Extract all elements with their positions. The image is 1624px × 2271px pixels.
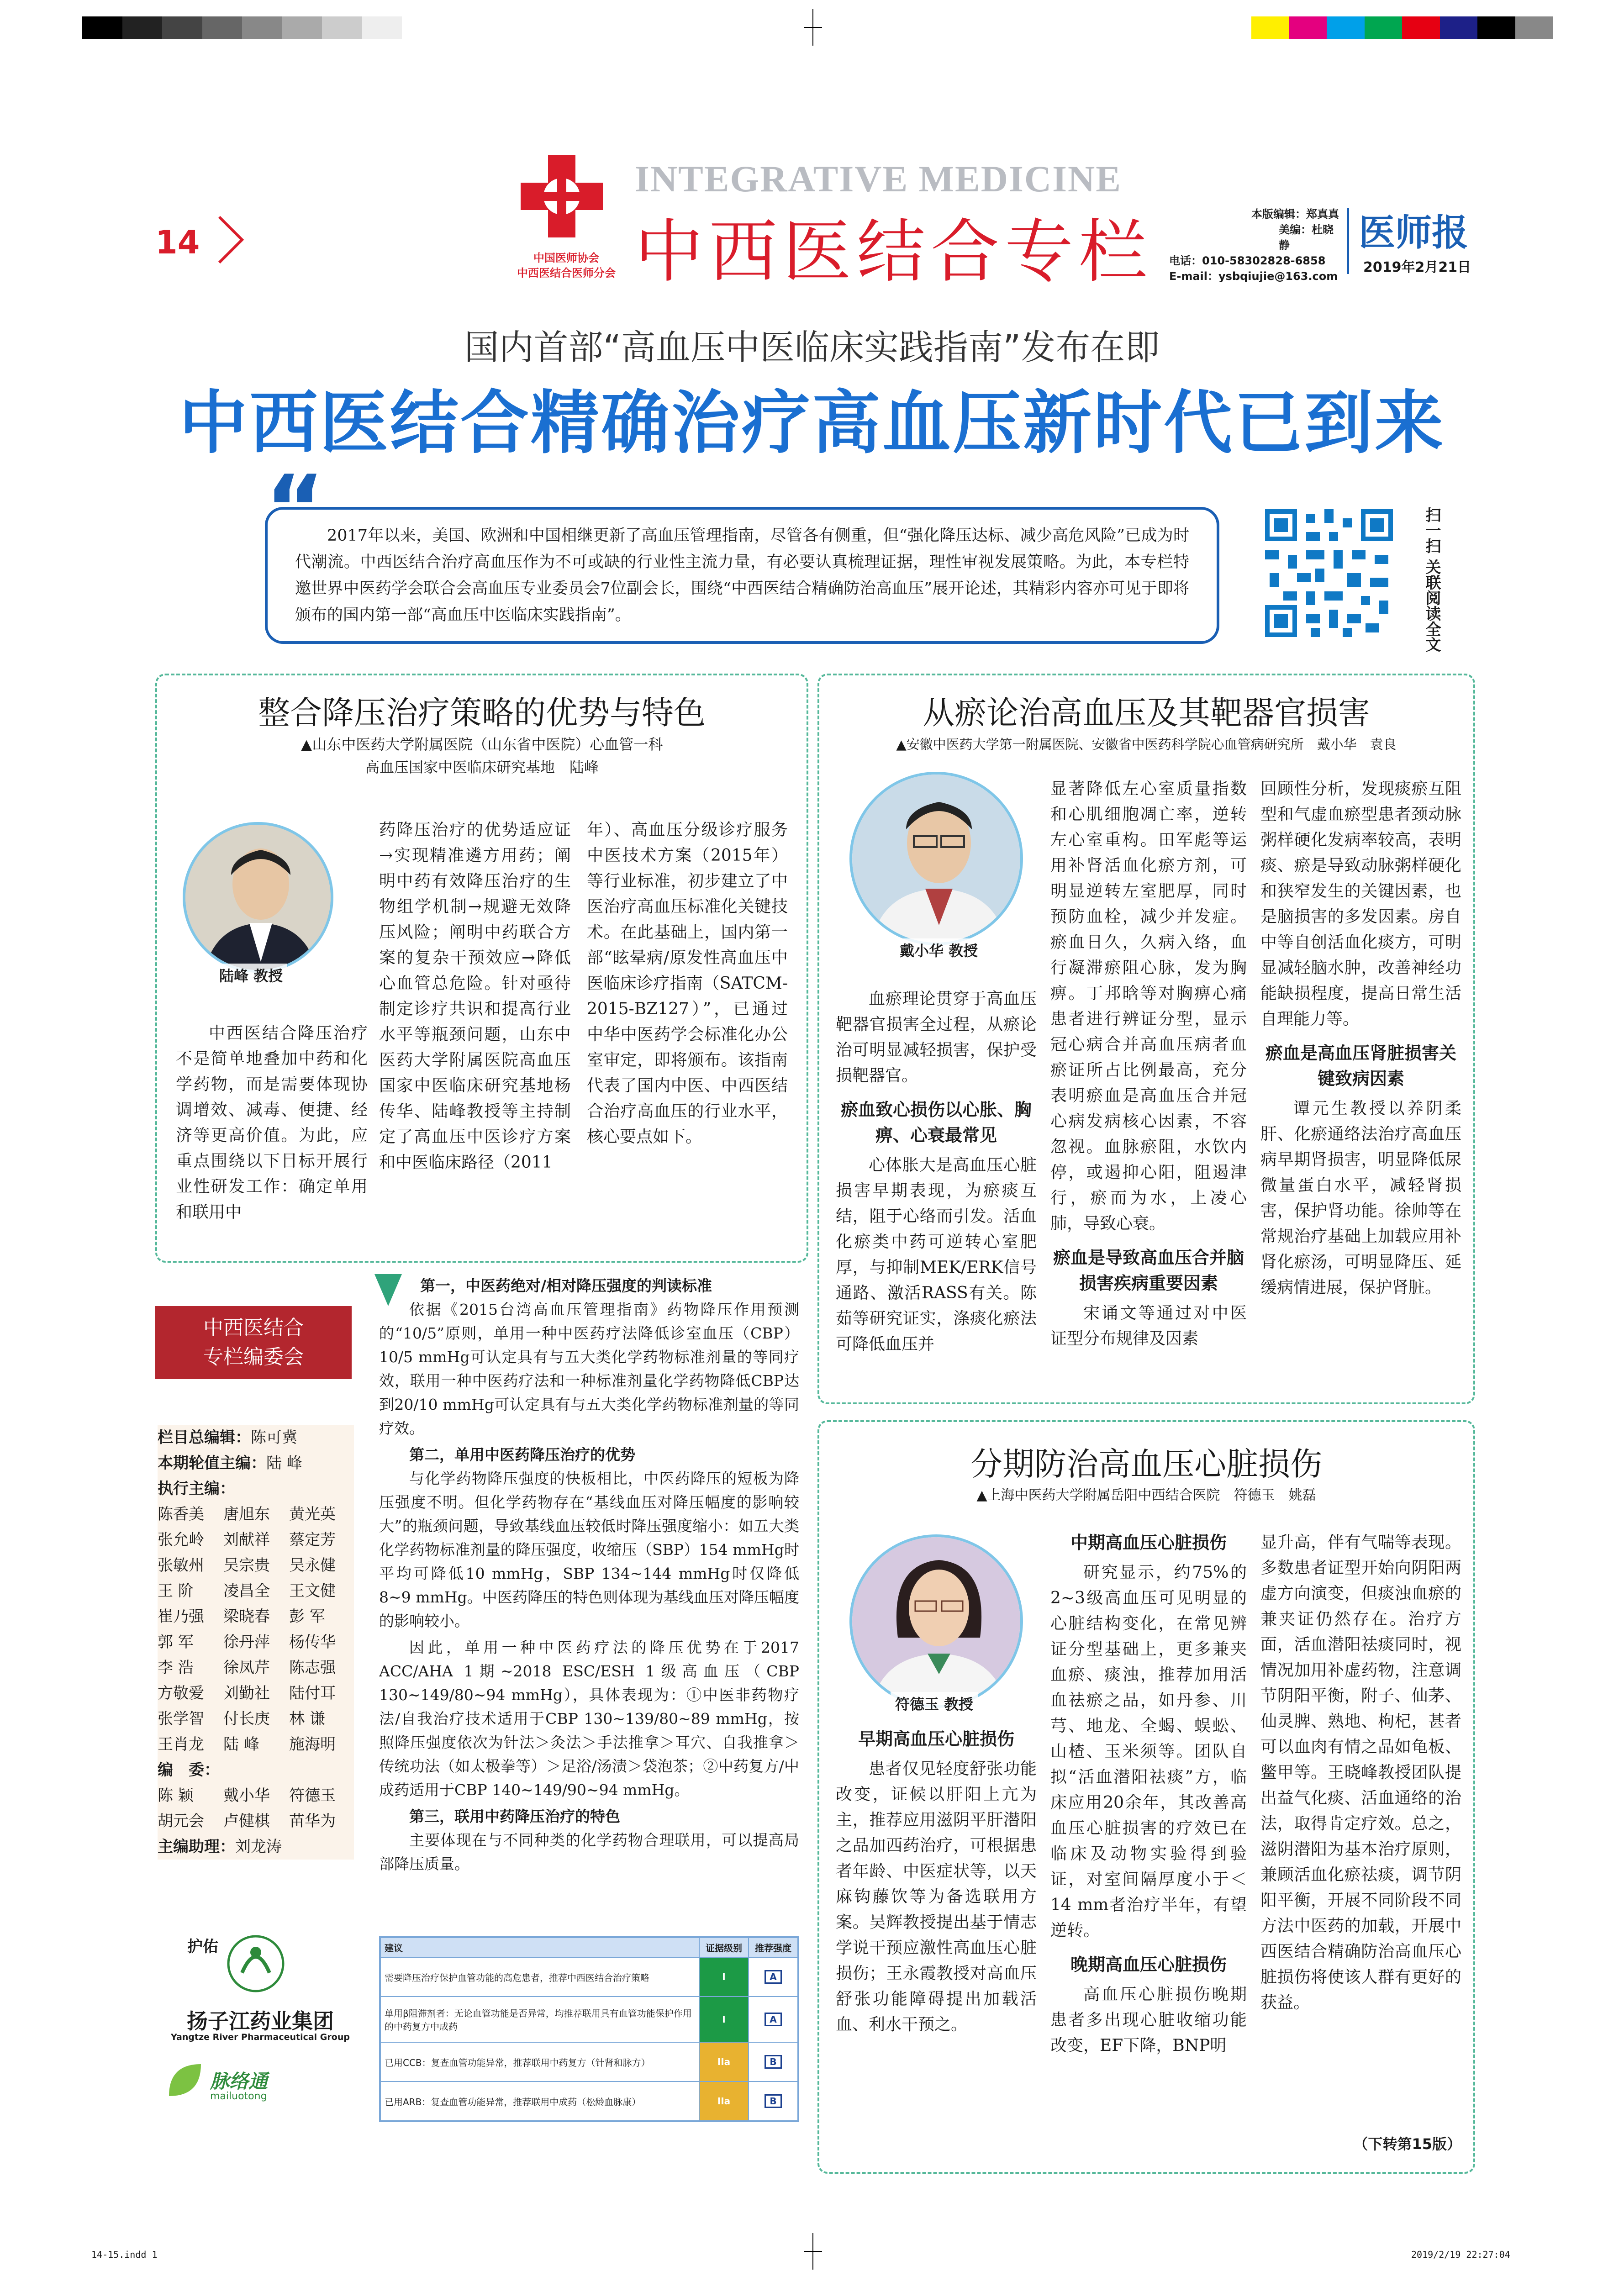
article3-col2-textb: 高血压心脏损伤晚期患者多出现心脏收缩功能改变，EF下降，BNP明	[1050, 1985, 1247, 2055]
table-cell-level: I	[699, 1957, 749, 1997]
board-member-name: 方敬爱	[158, 1684, 204, 1702]
article3-col2-text: 研究显示，约75%的2~3级高血压可见明显的心脏结构变化，在常见辨证分型基础上，更多兼夹血瘀、痰浊，推荐加用活血祛瘀之品，如丹参、川芎、地龙、全蝎、蜈蚣、山楂、玉米须等。团队自拟“活血潜阳祛痰”方，临床应用20余年，其改善高血压心脏损害的疗效已在临床及动物实验得到验证，对室间隔厚度小于＜14 mm者治疗半年，有望逆转。	[1050, 1563, 1247, 1940]
board-member-name: 陈志强	[289, 1659, 336, 1677]
article1-affil2: 高血压国家中医临床研究基地 陆峰	[364, 759, 599, 776]
table-cell-level: IIa	[699, 2042, 749, 2081]
editor-name-row	[158, 1808, 354, 1834]
exec-name-row	[158, 1604, 354, 1629]
table-header-advice: 建议	[380, 1938, 699, 1957]
article2-title: 从瘀论治高血压及其靶器官损害	[923, 694, 1370, 732]
headline-main: 中西医结合精确治疗高血压新时代已到来	[179, 384, 1445, 463]
board-member-name: 符德玉	[289, 1786, 336, 1805]
article2-col1	[836, 986, 1037, 1397]
product-name-en: mailuotong	[210, 2091, 267, 2102]
article2-affil: ▲安徽中医药大学第一附属医院、安徽省中医药科学院心血管病研究所 戴小华 袁良	[896, 737, 1397, 752]
article3-col3-text: 显升高，伴有气喘等表现。多数患者证型开始向阴阳两虚方向演变，但痰浊血瘀的兼夹证仍然存在。治疗方面，活血潜阳祛痰同时，视情况加用补虚药物，注意调节阴阳平衡，附子、仙茅、仙灵脾、熟地、枸杞，甚者可以血肉有情之品如龟板、鳖甲等。王晓峰教授团队提出益气化痰、活血通络的治法，取得肯定疗效。总之，滋阴潜阳为基本治疗原则，兼顾活血化瘀祛痰，调节阴阳平衡，开展不同阶段不同方法中医药的加载，开展中西医结合精确防治高血压心脏损伤将使该人群有更好的获益。	[1260, 1533, 1461, 2012]
sponsor-brand-cn: 扬子江药业集团	[187, 2009, 334, 2034]
article2-col3-textb: 谭元生教授以养阴柔肝、化瘀通络法治疗高血压病早期肾损害，明显降低尿微量蛋白水平，减轻肾损害，保护肾功能。徐帅等在常规治疗基础上加载应用补肾化瘀汤，可明显降压、延缓病情进展，保护肾脏。	[1260, 1099, 1461, 1297]
article2-col1-textb: 心体胀大是高血压心脏损害早期表现，为瘀痰互结，阻于心络而引发。活血化瘀类中药可逆转心室肥厚，与抑制MEK/ERK信号通路、激活RASS有关。陈茹等研究证实，涤痰化瘀法可降低血压并	[836, 1156, 1037, 1354]
exec-name-row	[158, 1655, 354, 1681]
paper-name: 医师报	[1359, 211, 1468, 254]
table-cell-text: 单用β阻滞剂者：无论血管功能是否异常，均推荐联用具有血管功能保护作用的中药复方中成药	[380, 1997, 699, 2042]
recommendation-table	[379, 1936, 799, 2122]
email-line: E-mail：ysbqiujie@163.com	[1169, 270, 1338, 283]
board-member-name: 杨传华	[289, 1633, 336, 1651]
article1-col3	[587, 817, 788, 1256]
board-member-name: 陈香美	[158, 1505, 204, 1523]
article3-title: 分期防治高血压心脏损伤	[970, 1445, 1322, 1483]
table-header-grade: 推荐强度	[749, 1938, 798, 1957]
board-member-name: 吴宗贵	[223, 1556, 270, 1575]
board-member-name: 林 谦	[289, 1710, 325, 1728]
article1-col1-text: 中西医结合降压治疗不是简单地叠加中药和化学药物，而是需要体现协调增效、减毒、便捷、经济等更高价值。为此，应重点围绕以下目标开展行业性研发工作：确定单用和联用中	[176, 1024, 368, 1222]
table-row	[380, 2081, 798, 2121]
grade-badge: B	[765, 2055, 781, 2069]
table-cell-grade	[749, 1957, 798, 1997]
exec-name-row	[158, 1502, 354, 1527]
footer-timestamp: 2019/2/19 22:27:04	[1411, 2249, 1510, 2260]
crosshair-mark	[804, 9, 822, 46]
board-member-name: 徐丹萍	[223, 1633, 270, 1651]
assistant-name: 刘龙涛	[235, 1838, 282, 1856]
board-member-name: 郭 军	[158, 1633, 194, 1651]
table-row	[380, 1997, 798, 2042]
article3-col2	[1050, 1530, 1247, 2165]
board-member-name: 崔乃强	[158, 1607, 204, 1626]
designer-line: 美编：杜晓静	[1279, 223, 1334, 252]
table-cell-grade	[749, 2042, 798, 2081]
table-cell-text: 已用CCB：复查血管功能异常，推荐联用中药复方（针肾和脉方）	[380, 2042, 699, 2081]
bottom-crosshair-mark	[804, 2233, 822, 2270]
article2-col2-text: 显著降低左心室质量指数和心肌细胞凋亡率，逆转左心室重构。田军彪等运用补肾活血化瘀方剂，可明显逆转左室肥厚，同时预防血栓，减少并发症。瘀血日久，久病入络，血行凝滞瘀阻心脉，发为胸痹。丁邦晗等对胸痹心痛患者进行辨证分型，显示冠心病合并高血压病者血瘀证所占比例最高，充分表明瘀血是高血压合并冠心病发病核心因素，不容忽视。血脉瘀阻，水饮内停，或遏抑心阳，阻遏津行，瘀而为水，上凌心肺，导致心衰。	[1050, 780, 1247, 1233]
grade-badge: B	[765, 2094, 781, 2108]
chief-name: 陈可冀	[251, 1428, 297, 1447]
sponsor-logo	[215, 1927, 297, 1996]
article2-col2	[1050, 776, 1247, 1397]
caption-lu-feng: 陆峰 教授	[215, 964, 287, 986]
board-member-name: 陆 峰	[223, 1735, 259, 1754]
registration-bar-right	[1251, 16, 1553, 39]
s3-text: 主要体现在与不同种类的化学药物合理联用，可以提高局部降压质量。	[379, 1831, 799, 1873]
board-member-name: 陆付耳	[289, 1684, 336, 1702]
article2-col1-text: 血瘀理论贯穿于高血压靶器官损害全过程，从瘀论治可明显减轻损害，保护受损靶器官。	[836, 990, 1037, 1085]
board-member-name: 梁晓春	[223, 1607, 270, 1626]
author-photo-fu-deyu	[849, 1534, 1023, 1708]
article1-title: 整合降压治疗策略的优势与特色	[258, 694, 706, 732]
article1-sections	[379, 1274, 799, 1932]
caption-dai-xiaohua: 戴小华 教授	[895, 938, 982, 961]
article1-col2-text: 药降压治疗的优势适应证→实现精准遴方用药；阐明中药有效降压治疗的生物组学机制→规避无效降压风险；阐明中药联合方案的复杂干预效应→降低心血管总危险。针对亟待制定诊疗共识和提高行业水平等瓶颈问题，山东中医药大学附属医院高血压国家中医临床研究基地杨传华、陆峰教授等主持制定了高血压中医诊疗方案和中医临床路径（2011	[379, 821, 571, 1172]
issue-date: 2019年2月21日	[1363, 259, 1471, 275]
board-member-name: 王文健	[289, 1582, 336, 1600]
article3-col1-text: 患者仅见轻度舒张功能改变，证候以肝阳上亢为主，推荐应用滋阴平肝潜阳之品加西药治疗，可根据患者年龄、中医症状等，以天麻钩藤饮等为备选联用方案。吴辉教授提出基于情志学说干预应激性高血压心脏损伤；王永霞教授对高血压舒张功能障碍提出加载活血、利水干预之。	[836, 1760, 1037, 2034]
board-member-name: 陈 颖	[158, 1786, 194, 1805]
article3-affil: ▲上海中医药大学附属岳阳中西结合医院 符德玉 姚磊	[976, 1487, 1316, 1503]
assistant-label: 主编助理：	[158, 1838, 235, 1856]
exec-names	[158, 1502, 354, 1757]
board-member-name: 吴永健	[289, 1556, 336, 1575]
editor-name-row	[158, 1783, 354, 1808]
qr-code[interactable]	[1260, 505, 1397, 642]
exec-name-row	[158, 1553, 354, 1578]
header-divider	[1347, 208, 1349, 274]
board-member-name: 黄光英	[289, 1505, 336, 1523]
sponsor-brand-en: Yangtze River Pharmaceutical Group	[171, 2032, 350, 2042]
article3-col2-sub2: 晚期高血压心脏损伤	[1070, 1955, 1227, 1975]
chevron-right-icon	[215, 215, 247, 265]
continued-note: （下转第15版）	[1353, 2135, 1461, 2153]
product-leaf-icon	[164, 2060, 206, 2101]
exec-name-row	[158, 1527, 354, 1553]
board-title2: 专栏编委会	[203, 1345, 304, 1369]
caption-fu-deyu: 符德玉 教授	[891, 1692, 978, 1715]
grade-badge: A	[765, 1970, 781, 1984]
editors-line: 本版编辑：郑真真	[1251, 208, 1339, 221]
board-member-name: 彭 军	[289, 1607, 325, 1626]
board-member-name: 刘献祥	[223, 1531, 270, 1549]
exec-name-row	[158, 1629, 354, 1655]
headline-kicker: 国内首部“高血压中医临床实践指南”发布在即	[464, 327, 1160, 368]
board-member-name: 唐旭东	[223, 1505, 270, 1523]
article3-col1	[836, 1726, 1037, 2165]
editor-label: 编 委：	[158, 1761, 220, 1779]
rotating-label: 本期轮值主编：	[158, 1454, 266, 1472]
board-member-name: 徐凤芹	[223, 1659, 270, 1677]
s2-text2: 因此，单用一种中医药疗法的降压优势在于2017 ACC/AHA 1期~2018 ESC/ESH 1级高血压（CBP 130~149/80~94 mmHg），具体表现为：①中医非药物疗法/自我治疗技术适用于CBP 130~139/80~89 mmHg，按照降压强度依次为针法＞灸法＞手法推拿＞耳穴、自我推拿＞传统功法（如太极拳等）＞足浴/汤渍＞袋泡茶；②中药复方/中成药适用于CBP 140~149/90~94 mmHg。	[379, 1639, 799, 1799]
board-member-name: 李 浩	[158, 1659, 194, 1677]
board-member-name: 凌昌全	[223, 1582, 270, 1600]
exec-name-row	[158, 1732, 354, 1757]
table-row	[380, 2042, 798, 2081]
article2-col1-sub: 瘀血致心损伤以心胀、胸痹、心衰最常见	[840, 1100, 1032, 1145]
en-title: INTEGRATIVE MEDICINE	[635, 158, 1122, 200]
article2-col2-sub: 瘀血是导致高血压合并脑损害疾病重要因素	[1053, 1248, 1244, 1293]
table-header-row	[380, 1938, 798, 1957]
board-member-name: 戴小华	[223, 1786, 270, 1805]
chief-label: 栏目总编辑：	[158, 1428, 251, 1447]
board-member-name: 刘勤社	[223, 1684, 270, 1702]
grade-badge: A	[765, 2013, 781, 2026]
board-title1: 中西医结合	[203, 1316, 304, 1339]
board-member-name: 付长庚	[223, 1710, 270, 1728]
table-row	[380, 1957, 798, 1997]
footer-file: 14-15.indd 1	[91, 2249, 158, 2260]
article1-affil1: ▲山东中医药大学附属医院（山东省中医院）心血管一科	[301, 736, 663, 753]
registration-bar-left	[82, 16, 402, 39]
product-name-cn: 脉络通	[210, 2070, 268, 2092]
article2-col3	[1260, 776, 1461, 1397]
article1-col3-text: 年）、高血压分级诊疗服务中医技术方案（2015年）等行业标准，初步建立了中医治疗高血压标准化关键技术。在此基础上，国内第一部“眩晕病/原发性高血压中医临床诊疗指南（SATCM-2015-BZ127）”，已通过中华中医药学会标准化办公室审定，即将颁布。该指南代表了国内中医、中西医结合治疗高血压的行业水平，核心要点如下。	[587, 821, 788, 1146]
editor-names	[158, 1783, 354, 1834]
article2-col3-sub: 瘀血是高血压肾脏损害关键致病因素	[1265, 1043, 1456, 1089]
article1-col1	[176, 1021, 368, 1249]
s3-title: 第三，联用中药降压治疗的特色	[409, 1807, 620, 1825]
org-line2: 中西医结合医师分会	[517, 267, 616, 279]
s2-text: 与化学药物降压强度的快板相比，中医药降压的短板为降压强度不明。但化学药物存在“基线血压对降压幅度的影响较大”的瓶颈问题，导致基线血压较低时降压强度缩小：如五大类化学药物标准剂量的降压强度，收缩压（SBP）154 mmHg时平均可降低10 mmHg，SBP 134~144 mmHg时仅降低8~9 mmHg。中医药降压的特色则体现为基线血压对降压幅度的影响较小。	[379, 1470, 799, 1630]
article3-col3	[1260, 1530, 1461, 2137]
assistant-editor	[158, 1834, 354, 1860]
phone-line: 电话：010-58302828-6858	[1169, 254, 1326, 267]
page-number: 14	[155, 224, 200, 261]
board-member-name: 张学智	[158, 1710, 204, 1728]
article2-col3-text: 回顾性分析，发现痰瘀互阻型和气虚血瘀型患者颈动脉粥样硬化发病率较高，表明痰、瘀是导致动脉粥样硬化和狭窄发生的关键因素，也是脑损害的多发因素。房自中等自创活血化痰方，可明显减轻脑水肿，改善神经功能缺损程度，提高日常生活自理能力等。	[1260, 780, 1461, 1028]
board-member-name: 张允岭	[158, 1531, 204, 1549]
rotating-name: 陆 峰	[266, 1454, 302, 1472]
editorial-board	[158, 1425, 354, 1860]
board-member-name: 蔡定芳	[289, 1531, 336, 1549]
association-logo	[516, 151, 607, 242]
board-member-name: 胡元会	[158, 1812, 204, 1830]
org-line1: 中国医师协会	[533, 252, 599, 264]
article3-col1-sub: 早期高血压心脏损伤	[858, 1729, 1014, 1749]
qr-label: 扫一扫 关联阅读全文	[1423, 507, 1441, 652]
s2-title: 第二，单用中医药降压治疗的优势	[409, 1446, 635, 1464]
column-title: 中西医结合专栏	[635, 212, 1153, 292]
board-member-name: 张敏州	[158, 1556, 204, 1575]
table-cell-level: I	[699, 1997, 749, 2042]
table-cell-level: IIa	[699, 2081, 749, 2121]
author-photo-dai-xiaohua	[849, 772, 1023, 945]
table-cell-grade	[749, 2081, 798, 2121]
table-cell-grade	[749, 1997, 798, 2042]
board-member-name: 施海明	[289, 1735, 336, 1754]
s1-text: 依据《2015台湾高血压管理指南》药物降压作用预测的“10/5”原则，单用一种中医药疗法降低诊室血压（CBP）10/5 mmHg可认定具有与五大类化学药物标准剂量的等同疗效，联用一种中医药疗法和一种标准剂量化学药物降低CBP达到20/10 mmHg可认定具有与五大类化学药物标准剂量的等同疗效。	[379, 1301, 799, 1437]
exec-name-row	[158, 1681, 354, 1706]
rotating-editor	[158, 1450, 354, 1476]
editor-credit	[1169, 206, 1343, 284]
article1-col2	[379, 817, 571, 1256]
board-member-name: 卢健棋	[223, 1812, 270, 1830]
chief-editor	[158, 1425, 354, 1450]
board-member-name: 王 阶	[158, 1582, 194, 1600]
author-photo-lu-feng	[183, 822, 333, 973]
intro-box	[265, 507, 1219, 644]
quote-mark: “	[265, 456, 325, 562]
exec-label: 执行主编：	[158, 1480, 235, 1498]
exec-name-row	[158, 1706, 354, 1732]
sponsor-protect: 护佑	[187, 1938, 218, 1956]
article3-col2-sub: 中期高血压心脏损伤	[1070, 1533, 1227, 1553]
board-member-name: 王肖龙	[158, 1735, 204, 1754]
board-member-name: 苗华为	[289, 1812, 336, 1830]
intro-text: 2017年以来，美国、欧洲和中国相继更新了高血压管理指南，尽管各有侧重，但“强化降压达标、减少高危风险”已成为时代潮流。中西医结合治疗高血压作为不可或缺的行业性主流力量，有必要认真梳理证据，理性审视发展策略。为此，本专栏特邀世界中医药学会联合会高血压专业委员会7位副会长，围绕“中西医结合精确防治高血压”展开论述，其精彩内容亦可见于即将颁布的国内第一部“高血压中医临床实践指南”。	[295, 527, 1189, 624]
s1-title: 第一，中医药绝对/相对降压强度的判读标准	[420, 1277, 712, 1295]
exec-name-row	[158, 1578, 354, 1604]
article2-col2-textb: 宋诵文等通过对中医证型分布规律及因素	[1050, 1304, 1247, 1348]
board-title-box	[155, 1306, 352, 1379]
table-cell-text: 需要降压治疗保护血管功能的高危患者，推荐中西医结合治疗策略	[380, 1957, 699, 1997]
table-cell-text: 已用ARB：复查血管功能异常，推荐联用中成药（松龄血脉康）	[380, 2081, 699, 2121]
table-header-level: 证据级别	[699, 1938, 749, 1957]
